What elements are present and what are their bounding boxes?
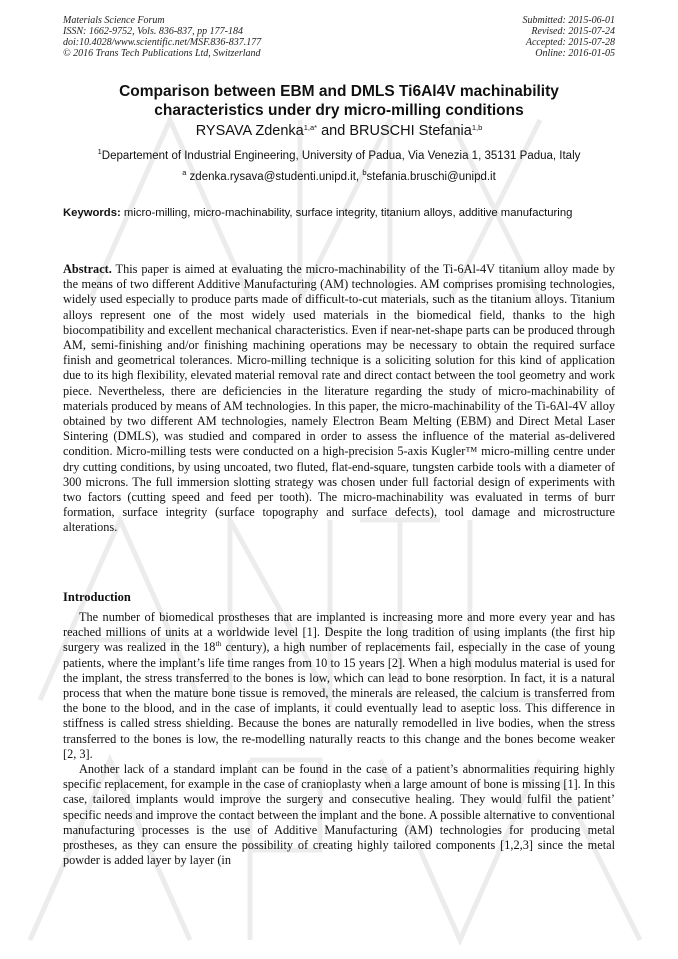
journal-header-right xyxy=(523,15,616,59)
author-emails xyxy=(40,170,638,184)
journal-name: Materials Science Forum xyxy=(63,15,165,26)
abstract-label: Abstract. xyxy=(63,262,112,276)
author-1: RYSAVA Zdenka xyxy=(195,123,304,139)
revised-date: Revised: 2015-07-24 xyxy=(531,26,615,37)
issn-line: ISSN: 1662-9752, Vols. 836-837, pp 177-184 xyxy=(63,26,243,37)
keywords-label: Keywords: xyxy=(63,207,121,219)
affiliation xyxy=(40,149,638,163)
introduction-heading: Introduction xyxy=(63,590,131,604)
author-2-affiliation-mark: 1,b xyxy=(471,123,483,132)
keywords-text: micro-milling, micro-machinability, surface integrity, titanium alloys, additive manufacturing xyxy=(120,207,573,219)
online-date: Online: 2016-01-05 xyxy=(535,48,615,59)
paragraph-1-part-b: century), a high number of replacements fail, especially in the case of young patients, where the implant’s life time ranges from 10 to 15 years [2]. When a high modulus material is used for the implant, the stress transferred to the bones is low, which can lead to bone resorption. In fact, it is a natural process that when the mature bone tissue is removed, the minerals are released, the calcium is transferred from the bone to the blood, and in the case of implants, it could eventually lead to aseptic loss. This difference in stiffness is called stress shielding. Because the bones are naturally remodelled in live bodies, when the stress transferred to the bones is low, the re-modelling naturally reacts to this change and the bones become weaker [2, 3]. xyxy=(63,640,615,761)
email-b-mark: b xyxy=(362,168,367,177)
email-a-mark: a xyxy=(182,168,187,177)
introduction-paragraph-1 xyxy=(63,610,615,762)
author-conjunction: and xyxy=(317,123,350,139)
introduction-body xyxy=(63,610,615,868)
accepted-date: Accepted: 2015-07-28 xyxy=(525,37,615,48)
affiliation-mark: 1 xyxy=(97,147,102,156)
title-line-1: Comparison between EBM and DMLS Ti6Al4V machinability xyxy=(119,83,559,100)
author-1-affiliation-mark: 1,a* xyxy=(303,123,318,132)
submitted-date: Submitted: 2015-06-01 xyxy=(522,15,615,26)
author-2: BRUSCHI Stefania xyxy=(349,123,472,139)
doi-line: doi:10.4028/www.scientific.net/MSF.836-837.177 xyxy=(63,37,262,48)
ordinal-superscript: th xyxy=(215,639,222,649)
title-line-2: characteristics under dry micro-milling conditions xyxy=(154,102,524,119)
paper-title xyxy=(40,82,638,120)
email-a: zdenka.rysava@studenti.unipd.it, xyxy=(186,171,363,183)
author-list xyxy=(40,122,638,140)
introduction-paragraph-2: Another lack of a standard implant can be found in the case of a patient’s abnormalities requiring highly specific replacement, for example in the case of cranioplasty when a large amount of bone is missing [1]. In this case, tailored implants would improve the surgery and consecutive healing. They would fulfil the patient’ specific needs and improve the contact between the implant and the bone. A possible alternative to conventional manufacturing processes is the use of Additive Manufacturing (AM) technologies for producing metal prostheses, as they can ensure the possibility of creating highly tailored components [1,2,3] since the metal powder is added layer by layer (in xyxy=(63,762,615,868)
journal-header-left xyxy=(63,15,261,59)
paragraph-1-part-a: The number of biomedical prostheses that are implanted is increasing more and more every year and has reached millions of units at a worldwide level [1]. Despite the long tradition of using implants (the first hip surgery was realized in the 18 xyxy=(63,610,615,655)
email-b: stefania.bruschi@unipd.it xyxy=(366,171,496,183)
keywords-section xyxy=(63,206,615,221)
abstract-text: This paper is aimed at evaluating the micro-machinability of the Ti-6Al-4V titanium alloy made by the means of two different Additive Manufacturing (AM) technologies. AM comprises promising technologies, widely used especially to produce parts made of difficult-to-cut materials, such as the titanium alloys. Titanium alloys represent one of the most widely used materials in the biomedical field, thanks to the high biocompatibility and excellent mechanical characteristics. Even if near-net-shape parts can be produced through AM, semi-finishing and/or finishing machining operations may be necessary to obtain the required surface finish and geometrical tolerances. Micro-milling technique is a soliciting solution for this kind of application due to its high flexibility, elevated material removal rate and direct contact between the tool geometry and work piece. Nevertheless, there are deficiencies in the literature regarding the study of micro-machinability of materials produced by means of AM technologies. In this paper, the micro-machinability of the Ti-6Al-4V alloy obtained by two different AM technologies, namely Electron Beam Melting (EBM) and Direct Metal Laser Sintering (DMLS), was studied and compared in order to assess the influence of the material as-delivered condition. Micro-milling tests were conducted on a high-precision 5-axis Kugler™ micro-milling centre under dry cutting conditions, by using uncoated, two fluted, flat-end-square, tungsten carbide tools with a diameter of 300 microns. The full immersion slotting strategy was chosen under full factorial design of experiments with two factors (cutting speed and feed per tooth). The micro-machinability was evaluated in terms of burr formation, surface integrity (surface topography and surface defects), tool damage and microstructure alterations. xyxy=(63,262,615,535)
copyright-line: © 2016 Trans Tech Publications Ltd, Switzerland xyxy=(63,48,261,59)
affiliation-text: Departement of Industrial Engineering, University of Padua, Via Venezia 1, 35131 Padua, Italy xyxy=(101,150,581,162)
abstract-section xyxy=(63,262,615,536)
